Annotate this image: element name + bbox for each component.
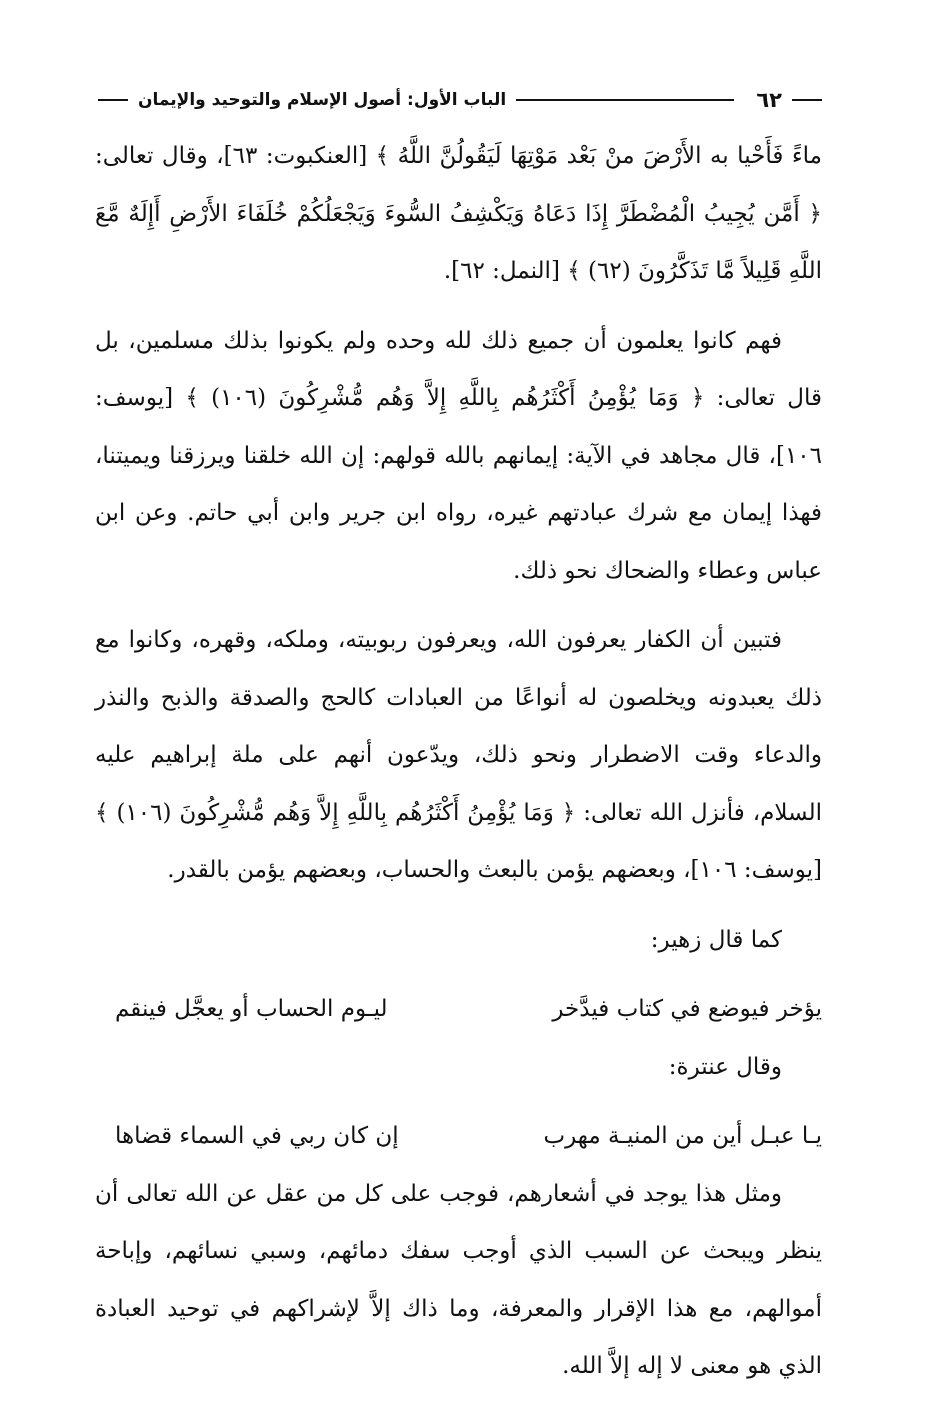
poem-verse-zuhair — [95, 981, 822, 1039]
header-dash — [792, 99, 822, 101]
paragraph-2: فهم كانوا يعلمون أن جميع ذلك لله وحده ولم يكونوا بذلك مسلمين، بل قال تعالى: ﴿ وَمَا يُؤْمِنُ أَكْثَرُهُم بِاللَّهِ إِلاَّ وَهُم مُّشْرِكُونَ (١٠٦) ﴾ [يوسف: ١٠٦]، قال مجاهد في الآية: إيمانهم بالله قولهم: إن الله خلقنا ويرزقنا ويميتنا، فهذا إيمان مع شرك عبادتهم غيره، رواه ابن جرير وابن أبي حاتم. وعن ابن عباس وعطاء والضحاك نحو ذلك. — [95, 327, 822, 584]
page-number: ٦٢ — [756, 88, 782, 112]
poem-intro-zuhair: كما قال زهير: — [650, 926, 782, 953]
verse-first-hemistich: يـا عبـل أين من المنيـة مهرب — [543, 1123, 822, 1149]
verse-first-hemistich: يؤخر فيوضع في كتاب فيدَّخر — [552, 996, 822, 1022]
poem-verse-antara — [95, 1108, 822, 1166]
header-rule — [516, 99, 734, 101]
paragraph-1: ماءً فَأَحْيا به الأَرْضَ منْ بَعْد مَوْتِهَا لَيَقُولُنَّ اللَّهُ ﴾ [العنكبوت: ٦٣]، وقال تعالى: ﴿ أَمَّن يُجِيبُ الْمُضْطَرَّ إِذَا دَعَاهُ وَيَكْشِفُ السُّوءَ وَيَجْعَلُكُمْ خُلَفَاءَ الأَرْضِ أَإِلَهٌ مَّعَ اللَّهِ قَلِيلاً مَّا تَذَكَّرُونَ (٦٢) ﴾ [النمل: ٦٢]. — [95, 143, 822, 284]
header-dash-end — [98, 99, 128, 101]
page-body — [95, 128, 822, 1408]
poem-intro-antara: وقال عنترة: — [668, 1053, 782, 1080]
verse-second-hemistich: ليـوم الحساب أو يعجَّل فينقم — [115, 996, 388, 1022]
verse-second-hemistich: إن كان ربي في السماء قضاها — [115, 1123, 399, 1149]
closing-paragraph: ومثل هذا يوجد في أشعارهم، فوجب على كل من عقل عن الله تعالى أن ينظر ويبحث عن السبب الذي أوجب سفك دمائهم، وسبي نسائهم، وإباحة أموالهم، مع هذا الإقرار والمعرفة، وما ذاك إلاَّ لإشراكهم في توحيد العبادة الذي هو معنى لا إله إلاَّ الله. — [95, 1180, 822, 1379]
paragraph-3: فتبين أن الكفار يعرفون الله، ويعرفون ربوبيته، وملكه، وقهره، وكانوا مع ذلك يعبدونه ويخلصون له أنواعًا من العبادات كالحج والصدقة والذبح والنذر والدعاء وقت الاضطرار ونحو ذلك، ويدّعون أنهم على ملة إبراهيم عليه السلام، فأنزل الله تعالى: ﴿ وَمَا يُؤْمِنُ أَكْثَرُهُم بِاللَّهِ إِلاَّ وَهُم مُّشْرِكُونَ (١٠٦) ﴾ [يوسف: ١٠٦]، وبعضهم يؤمن بالبعث والحساب، وبعضهم يؤمن بالقدر. — [95, 627, 822, 883]
chapter-title: الباب الأول: أصول الإسلام والتوحيد والإيمان — [138, 90, 507, 110]
running-header — [98, 82, 822, 118]
